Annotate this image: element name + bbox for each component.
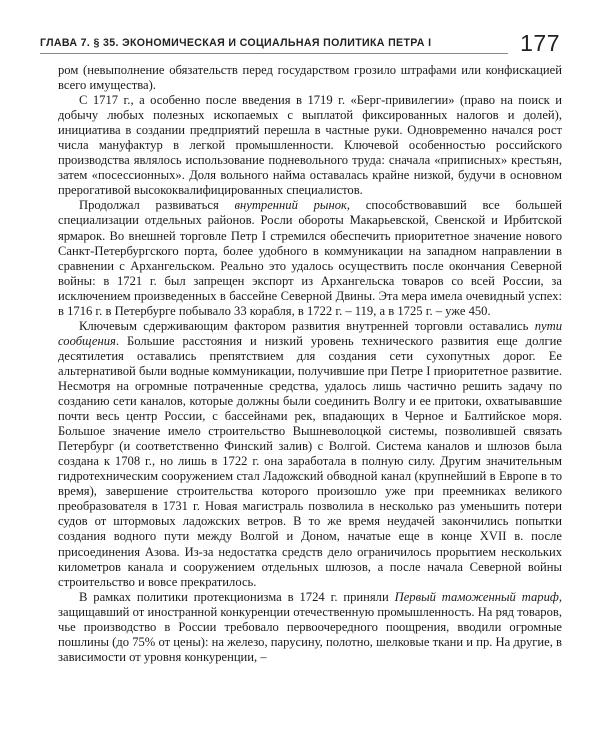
body-text <box>58 63 562 665</box>
paragraph-5-text-start: В рамках политики протекционизма в 1724 г. приняли <box>79 589 395 604</box>
page-number: 177 <box>520 30 560 56</box>
page-header <box>40 30 560 60</box>
running-head: ГЛАВА 7. § 35. ЭКОНОМИЧЕСКАЯ И СОЦИАЛЬНАЯ ПОЛИТИКА ПЕТРА I <box>40 37 432 49</box>
paragraph-4-text-start: Ключевым сдерживающим фактором развития внутренней торговли оставались <box>79 318 535 333</box>
term-internal-market: внутренний рынок <box>234 198 347 213</box>
paragraph-3-text-end: , способствовавший все большей специализации отдельных районов. Росли обороты Макарьевской, Свенской и Ирбитской ярмарок. Во внешней торговле Петр I стремился обеспечить приоритетное значение нового Санкт-Петербургского порта, более удобного в коммуникации на западном направлении в сравнении с Архангельском. Реально это удалось осуществить после окончания Северной войны: в 1721 г. был запрещен экспорт из Архангельска товаров со всей России, за исключением произведенных в бассейне Северной Двины. Эта мера имела очевидный успех: в 1716 г. в Петербурге побывало 33 корабля, в 1722 г. – 119, а в 1725 г. – уже 450. <box>58 198 562 318</box>
term-communication-routes: пути сообщения <box>58 318 562 348</box>
paragraph-1: ром (невыполнение обязательств перед государством грозило штрафами или конфискацией всего имущества). <box>58 63 562 93</box>
paragraph-4 <box>58 319 562 590</box>
term-customs-tariff: Первый таможенный тариф <box>394 589 559 604</box>
paragraph-5-text-end: , защищавший от иностранной конкуренции отечественную промышленность. На ряд товаров, чье производство в России требовало первоочередного поощрения, вводили огромные пошлины (до 75% от цены): на железо, парусину, полотно, шелковые ткани и пр. На другие, в зависимости от уровня конкуренции, – <box>58 589 562 664</box>
paragraph-3 <box>58 198 562 318</box>
paragraph-4-text-end: . Большие расстояния и низкий уровень технического развития еще долгие десятилетия оставались препятствием для создания сети сухопутных дорог. Ее альтернативой были водные коммуникации, получившие при Петре I приоритетное развитие. Несмотря на огромные потраченные средства, удалось лишь частично решить задачу по созданию сети каналов, которые должны были соединить Волгу и ее притоки, охватывавшие почти весь центр России, с бассейнами рек, впадающих в Черное и Балтийское моря. Большое значение имело строительство Вышневолоцкой системы, позволившей связать Петербург (и соответственно Финский залив) с Волгой. Система каналов и шлюзов была создана к 1708 г., но лишь в 1722 г. она заработала в полную силу. Другим значительным гидротехническим сооружением стал Ладожский обводной канал (крупнейший в Европе в то время), завершение строительства которого произошло уже при преемниках великого преобразователя в 1731 г. Новая магистраль позволила в несколько раз уменьшить потери судов от штормовых ладожских ветров. В то же время неудачей закончились попытки создания водного пути между Волгой и Доном, начатые еще в конце XVII в. после присоединения Азова. Из-за недостатка средств дело ограничилось прорытием нескольких километров канала и сооружением отдельных шлюзов, а после начала Северной войны строительство и вовсе прекратилось. <box>58 333 562 589</box>
paragraph-2: С 1717 г., а особенно после введения в 1719 г. «Берг-привилегии» (право на поиск и добычу любых полезных ископаемых с выплатой фиксированных налогов и долей), инициатива в создании предприятий перешла в частные руки. Одновременно начался рост числа мануфактур в легкой промышленности. Ключевой особенностью российского производства являлось использование подневольного труда: сначала «приписных» крестьян, затем «посессионных». Доля вольного найма оставалась крайне низкой, будучи в основном прерогативой высококвалифицированных специалистов. <box>58 93 562 198</box>
paragraph-3-text-start: Продолжал развиваться <box>79 198 235 213</box>
header-rule <box>40 53 508 54</box>
paragraph-5 <box>58 590 562 665</box>
